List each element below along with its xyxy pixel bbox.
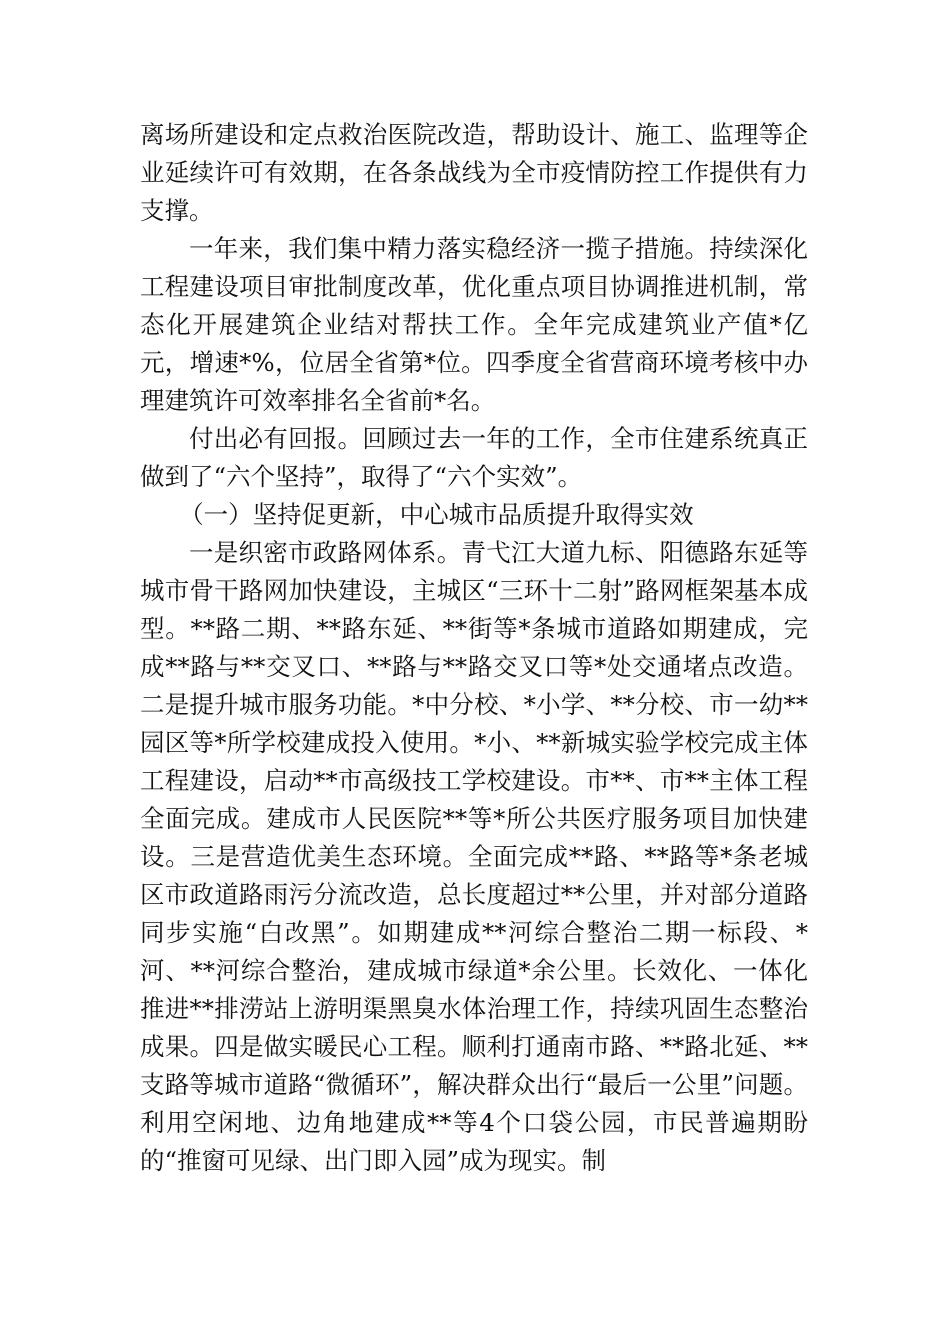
paragraph-economy: 一年来，我们集中精力落实稳经济一揽子措施。持续深化工程建设项目审批制度改革，优化重点项目协调推进机制，常态化开展建筑企业结对帮扶工作。全年完成建筑业产值*亿元，增速*%，位居全省第*位。四季度全省营商环境考核中办理建筑许可效率排名全省前*名。 <box>140 234 808 415</box>
document-page <box>140 116 808 1180</box>
section-heading: （一）坚持促更新，中心城市品质提升取得实效 <box>179 500 694 529</box>
paragraph-continuation: 离场所建设和定点救治医院改造，帮助设计、施工、监理等企业延续许可有效期，在各条战线为全市疫情防控工作提供有力支撑。 <box>140 120 808 225</box>
paragraph-summary: 付出必有回报。回顾过去一年的工作，全市住建系统真正做到了“六个坚持”，取得了“六个实效”。 <box>140 424 808 491</box>
paragraph-urban-renewal: 一是织密市政路网体系。青弋江大道九标、阳德路东延等城市骨干路网加快建设，主城区“三环十二射”路网框架基本成型。**路二期、**路东延、**街等*条城市道路如期建成，完成**路与**交叉口、**路与**路交叉口等*处交通堵点改造。二是提升城市服务功能。*中分校、*小学、**分校、市一幼**园区等*所学校建成投入使用。*小、**新城实验学校完成主体工程建设，启动**市高级技工学校建设。市**、市**主体工程全面完成。建成市人民医院**等*所公共医疗服务项目加快建设。三是营造优美生态环境。全面完成**路、**路等*条老城区市政道路雨污分流改造，总长度超过**公里，并对部分道路同步实施“白改黑”。如期建成**河综合整治二期一标段、*河、**河综合整治，建成城市绿道*余公里。长效化、一体化推进**排涝站上游明渠黑臭水体治理工作，持续巩固生态整治成果。四是做实暖民心工程。顺利打通南市路、**路北延、**支路等城市道路“微循环”，解决群众出行“最后一公里”问题。利用空闲地、边角地建成**等4个口袋公园，市民普遍期盼的“推窗可见绿、出门即入园”成为现实。制 <box>140 538 808 1175</box>
